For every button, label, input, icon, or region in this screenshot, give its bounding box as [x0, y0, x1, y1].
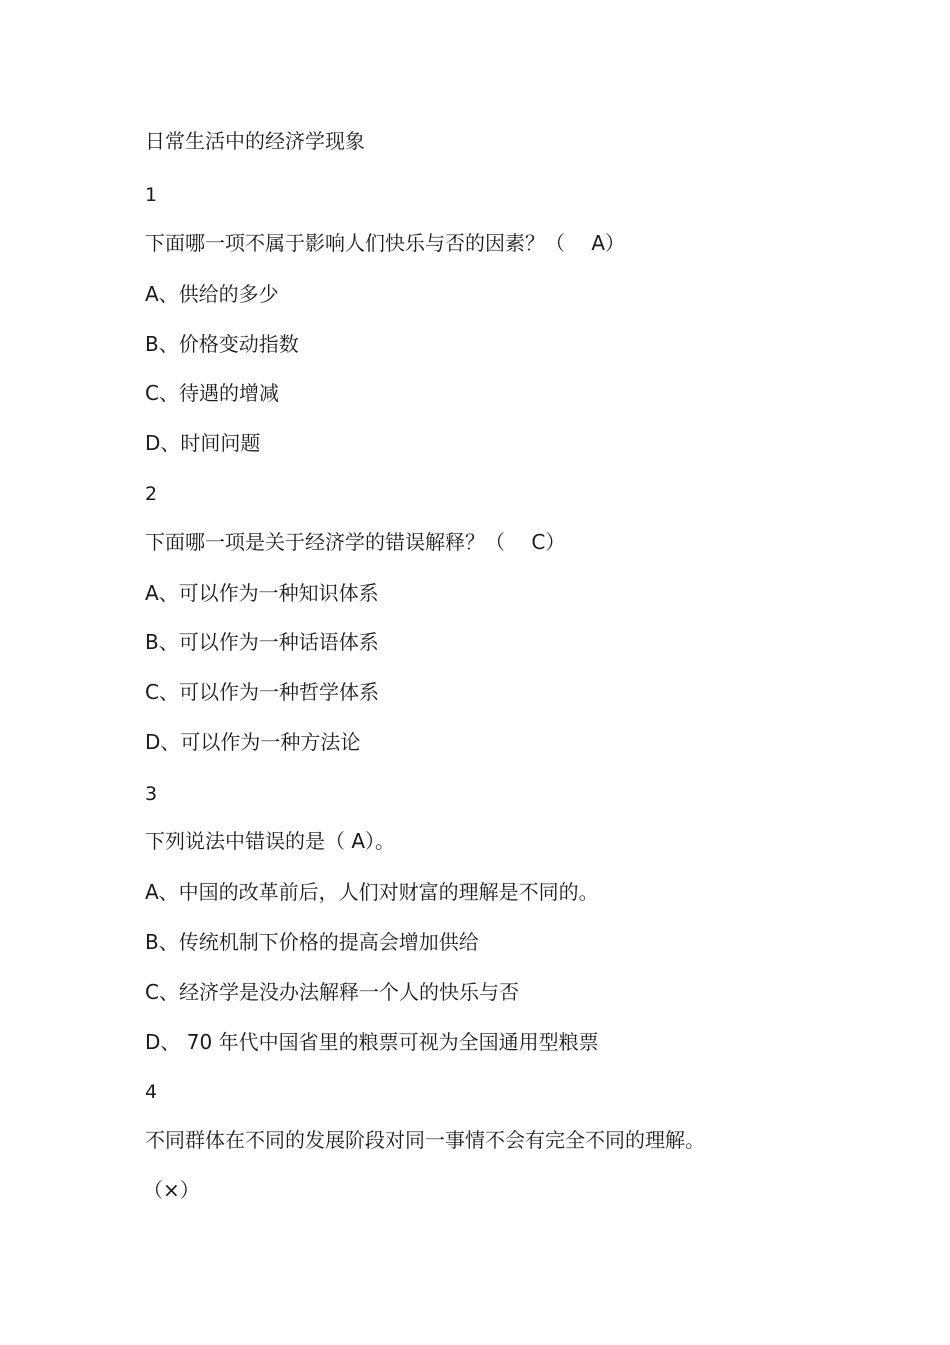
- option-a: A、中国的改革前后，人们对财富的理解是不同的。: [145, 880, 599, 904]
- option-b: B、传统机制下价格的提高会增加供给: [145, 930, 479, 954]
- document-title: 日常生活中的经济学现象: [145, 129, 365, 153]
- option-b: B、可以作为一种话语体系: [145, 630, 379, 654]
- question-text: 下列说法中错误的是（ A）。: [145, 829, 396, 853]
- option-d: D、可以作为一种方法论: [145, 730, 361, 754]
- question-number: 3: [145, 783, 158, 805]
- question-text: 下面哪一项不属于影响人们快乐与否的因素？（ A）: [145, 231, 626, 255]
- answer-mark: （×）: [143, 1178, 200, 1202]
- option-d: D、时间问题: [145, 431, 261, 455]
- option-c: C、经济学是没办法解释一个人的快乐与否: [145, 980, 519, 1004]
- option-d: D、 70 年代中国省里的粮票可视为全国通用型粮票: [145, 1030, 599, 1054]
- option-b: B、价格变动指数: [145, 332, 299, 356]
- option-a: A、可以作为一种知识体系: [145, 581, 379, 605]
- question-number: 2: [145, 483, 158, 505]
- question-text: 下面哪一项是关于经济学的错误解释？（ C）: [145, 530, 566, 554]
- question-number: 4: [145, 1081, 158, 1103]
- option-c: C、待遇的增减: [145, 381, 279, 405]
- question-text: 不同群体在不同的发展阶段对同一事情不会有完全不同的理解。: [145, 1128, 705, 1152]
- option-a: A、供给的多少: [145, 282, 279, 306]
- question-number: 1: [145, 184, 158, 206]
- option-c: C、可以作为一种哲学体系: [145, 680, 379, 704]
